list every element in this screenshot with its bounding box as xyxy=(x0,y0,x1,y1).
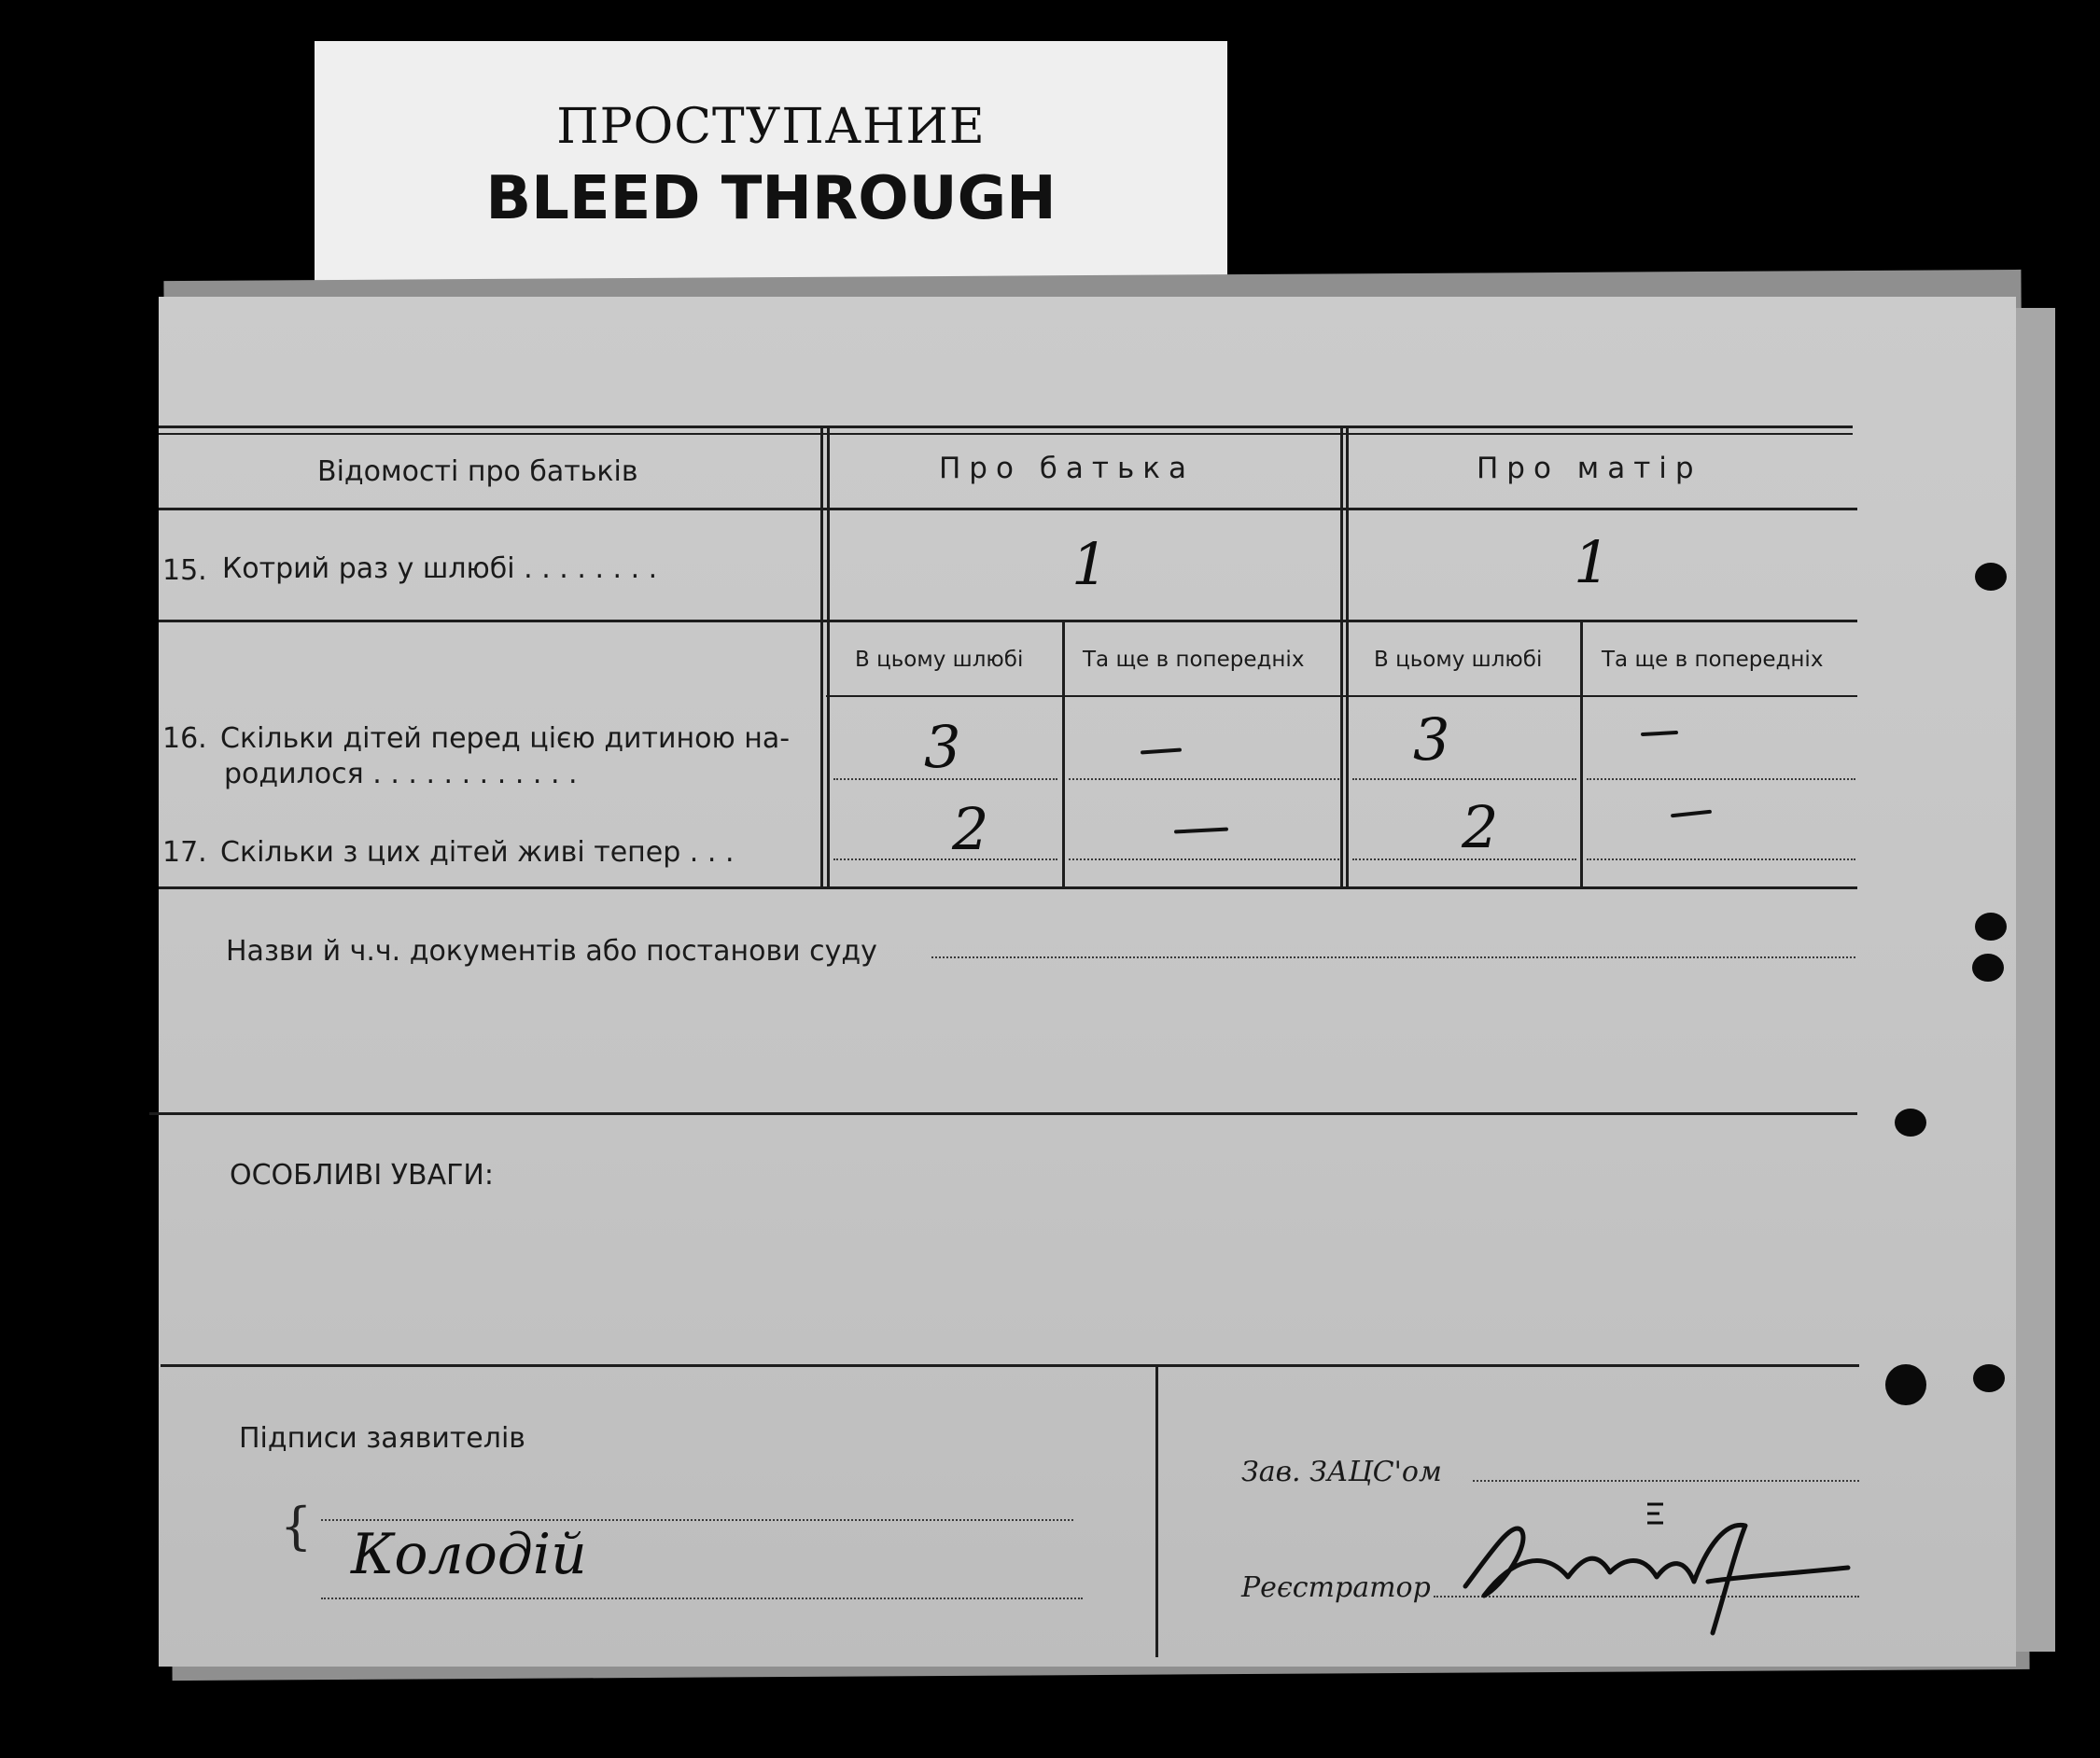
documents-bottom-rule xyxy=(149,1112,1857,1115)
signature-dotted-line xyxy=(321,1598,1083,1599)
row16-dotted-line xyxy=(1069,778,1339,780)
signature-dotted-line xyxy=(321,1519,1073,1521)
row16-dotted-line xyxy=(833,778,1057,780)
row17-dotted-line xyxy=(1352,858,1576,860)
row15-number: 15. xyxy=(162,554,207,587)
column-divider-double xyxy=(1346,427,1349,886)
row16-dotted-line xyxy=(1352,778,1576,780)
subheader-mother-current: В цьому шлюбі xyxy=(1374,648,1543,672)
subcolumn-divider xyxy=(1580,621,1583,886)
row17-dotted-line xyxy=(1069,858,1339,860)
documents-label: Назви й ч.ч. документів або постанови суду xyxy=(226,935,877,968)
subheader-father-previous: Та ще в попередніх xyxy=(1083,648,1305,672)
header-mother: Про матір xyxy=(1477,452,1702,485)
remarks-label: ОСОБЛИВІ УВАГИ: xyxy=(230,1159,494,1192)
row15-label: Котрий раз у шлюбі . . . . . . . . xyxy=(222,552,658,585)
header-bottom-rule xyxy=(159,508,1857,510)
row15-father-value: 1 xyxy=(1071,530,1109,598)
bleed-through-label-card xyxy=(315,41,1227,293)
row17-label: Скільки з цих дітей живі тепер . . . xyxy=(220,836,735,869)
row16-father-current-value: 3 xyxy=(924,713,961,781)
row17-mother-current-value: 2 xyxy=(1462,793,1499,861)
table-top-rule xyxy=(159,426,1853,428)
table-bottom-rule xyxy=(159,886,1857,889)
remarks-bottom-rule xyxy=(161,1364,1859,1367)
signature-section-divider xyxy=(1155,1366,1158,1657)
column-divider xyxy=(820,427,823,886)
label-text-english: BLEED THROUGH xyxy=(485,164,1057,233)
binding-hole xyxy=(1975,563,2007,591)
row15-bottom-rule xyxy=(159,620,1857,622)
row17-dotted-line xyxy=(1587,858,1855,860)
column-divider xyxy=(1340,427,1343,886)
row16-mother-current-value: 3 xyxy=(1413,705,1450,774)
head-of-registry-label: Зав. ЗАЦС'ом xyxy=(1241,1456,1442,1488)
binding-hole xyxy=(1973,1364,2005,1392)
subcolumn-divider xyxy=(1062,621,1065,886)
row17-number: 17. xyxy=(162,836,207,869)
applicant-signature: Колодій xyxy=(351,1522,587,1587)
registrar-signature-icon xyxy=(1456,1493,1867,1642)
binding-hole xyxy=(1975,913,2007,941)
sheet-right-edge xyxy=(2016,308,2055,1652)
row16-label-line2: родилося . . . . . . . . . . . . xyxy=(224,758,578,790)
row16-dotted-line xyxy=(1587,778,1855,780)
binding-hole xyxy=(1972,954,2004,982)
header-father: Про батька xyxy=(939,452,1195,485)
row15-mother-value: 1 xyxy=(1574,528,1611,596)
signatures-label: Підписи заявителів xyxy=(239,1422,525,1455)
form-sheet xyxy=(159,297,2016,1667)
header-parents-info: Відомості про батьків xyxy=(317,455,638,488)
registrar-label: Реєстратор xyxy=(1241,1571,1431,1604)
row16-label-line1: Скільки дітей перед цією дитиною на- xyxy=(220,722,791,755)
table-top-rule-double xyxy=(159,433,1853,435)
label-text-russian: ПРОСТУПАНИЕ xyxy=(556,99,986,155)
column-divider-double xyxy=(827,427,830,886)
subheader-father-current: В цьому шлюбі xyxy=(855,648,1024,672)
binding-hole xyxy=(1885,1364,1926,1405)
binding-hole xyxy=(1895,1109,1926,1137)
documents-dotted-line xyxy=(931,956,1855,958)
head-dotted-line xyxy=(1473,1480,1859,1482)
row17-father-current-value: 2 xyxy=(952,795,989,863)
row16-number: 16. xyxy=(162,722,207,755)
brace-icon: { xyxy=(280,1497,313,1556)
subheader-mother-previous: Та ще в попередніх xyxy=(1602,648,1824,672)
row17-dotted-line xyxy=(833,858,1057,860)
